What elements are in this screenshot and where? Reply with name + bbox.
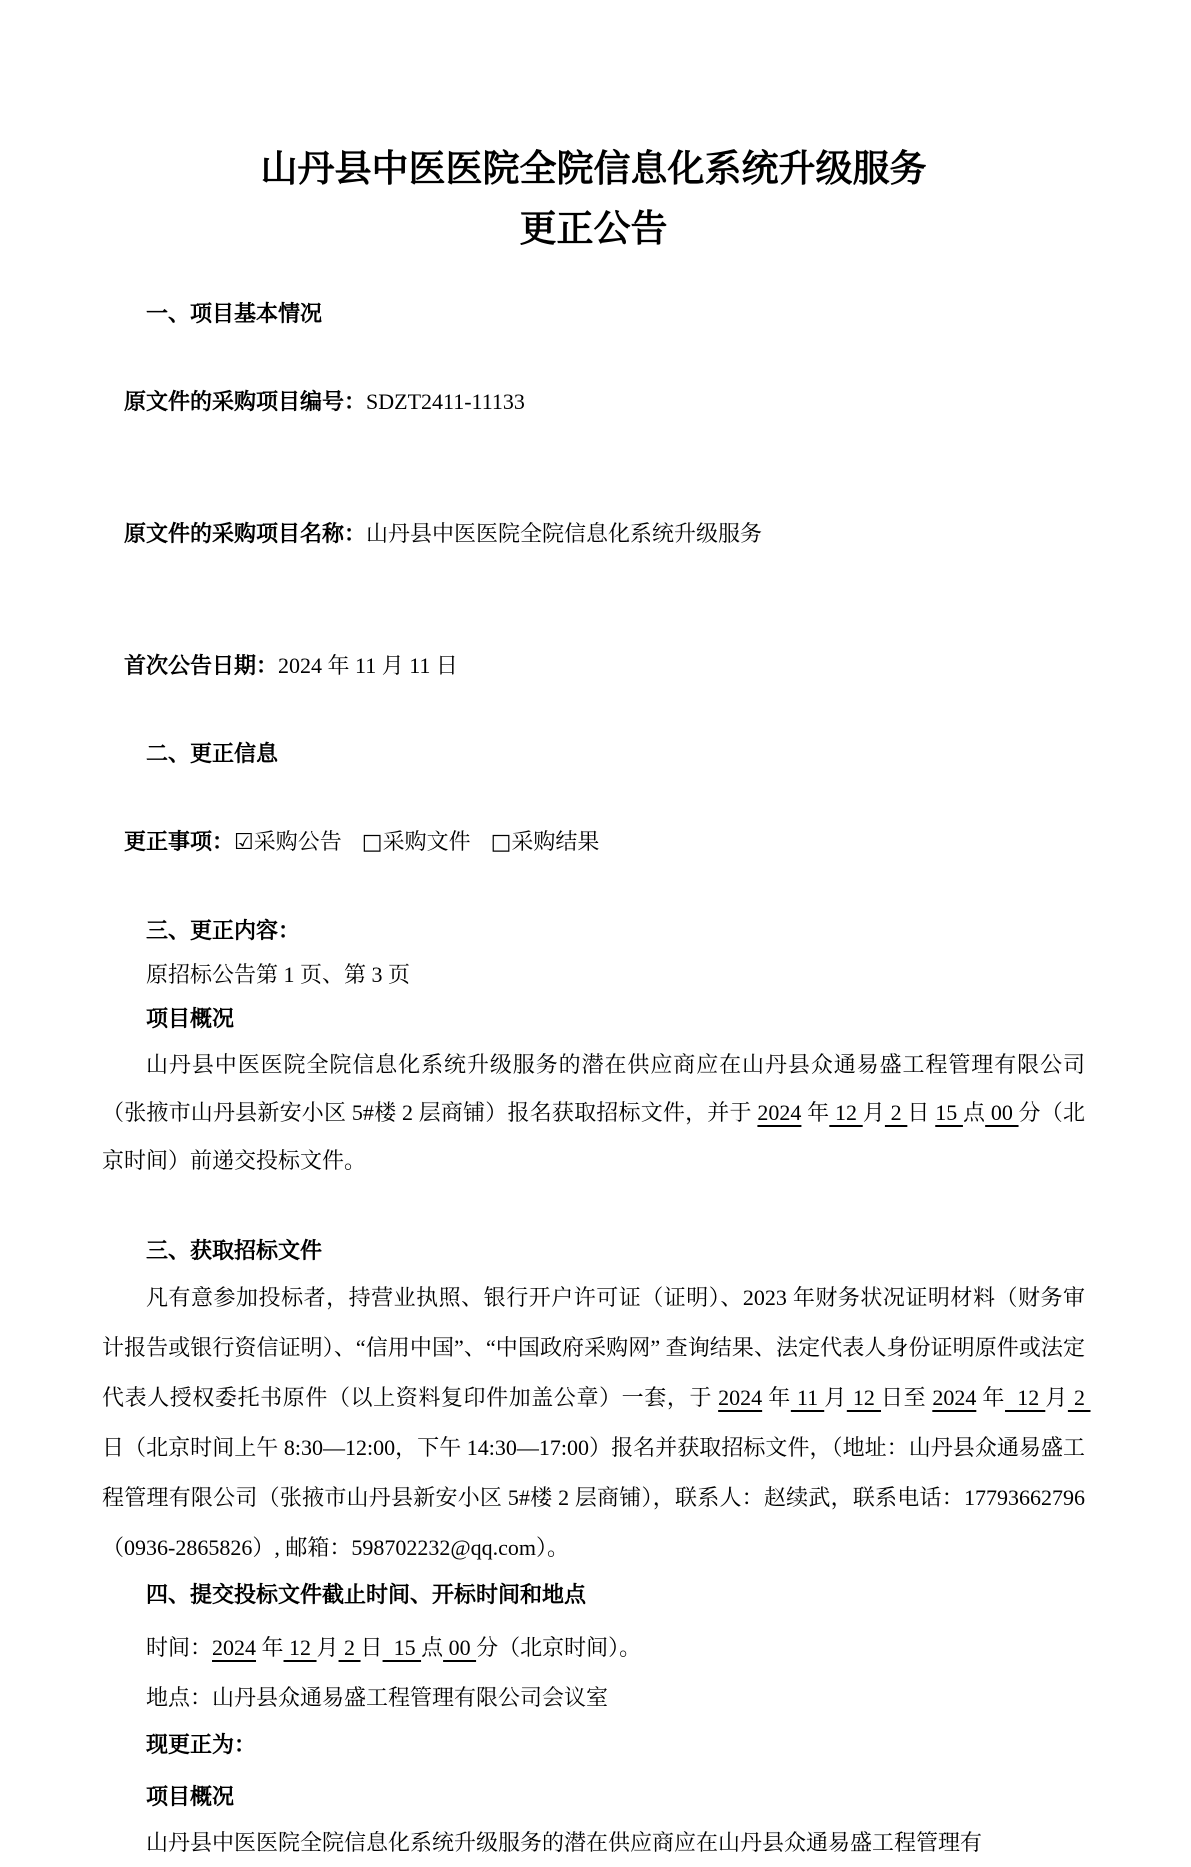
subsection-heading-project-overview-original: 项目概况 [146, 1006, 235, 1031]
text-segment: 时间： [146, 1635, 213, 1660]
option-label: 采购文件 [382, 829, 471, 854]
basic-info-item-first-announcement-date [102, 600, 1085, 732]
field-label: 首次公告日期： [124, 653, 279, 678]
text-segment: 年 [976, 1385, 1006, 1410]
deadline-time-line [102, 1623, 1085, 1673]
correction-items-line [102, 776, 1085, 909]
text-segment: 年 [801, 1100, 830, 1125]
checkbox-checked-icon: ☑ [234, 830, 254, 855]
underlined-year: 2024 [932, 1385, 977, 1410]
field-value: 山丹县中医医院全院信息化系统升级服务 [366, 521, 763, 546]
underlined-day: 2 [338, 1635, 361, 1660]
title-block [102, 140, 1085, 260]
text-segment: 分（北京时间）前递交投标文件。 [102, 1100, 1085, 1173]
document-title-line2: 更正公告 [519, 209, 668, 250]
underlined-day: 12 [846, 1385, 882, 1410]
underlined-year: 2024 [757, 1100, 802, 1125]
underlined-day: 2 [884, 1100, 908, 1125]
text-segment: 月 [824, 1385, 847, 1410]
section-heading-obtain-bid-documents: 三、获取招标文件 [146, 1238, 323, 1263]
heading-now-corrected: 现更正为： [146, 1732, 257, 1757]
project-overview-original-paragraph [102, 1041, 1085, 1185]
underlined-month: 12 [283, 1635, 317, 1660]
text-segment: 点 [962, 1100, 986, 1125]
field-label: 原文件的采购项目编号： [124, 389, 367, 414]
underlined-minute: 00 [985, 1100, 1019, 1125]
option-label: 采购结果 [511, 829, 600, 854]
section-heading-deadline-and-opening: 四、提交投标文件截止时间、开标时间和地点 [146, 1582, 587, 1607]
basic-info-item-project-name [102, 468, 1085, 600]
text-segment: 年 [256, 1635, 284, 1660]
option-procurement-document [362, 829, 471, 854]
section-heading-correction-content: 三、更正内容： [146, 918, 301, 943]
field-value: 2024 年 11 月 11 日 [278, 653, 458, 678]
checkbox-unchecked-icon: □ [490, 830, 512, 855]
text-segment: 日 [907, 1100, 936, 1125]
underlined-hour: 15 [935, 1100, 963, 1125]
document-title-line1: 山丹县中医医院全院信息化系统升级服务 [260, 149, 927, 190]
text-segment: 日至 [881, 1385, 933, 1410]
field-label: 更正事项： [124, 829, 235, 854]
option-procurement-result [491, 829, 600, 854]
field-value: SDZT2411-11133 [366, 389, 525, 414]
correction-scope-line: 原招标公告第 1 页、第 3 页 [146, 962, 411, 987]
text-segment: 月 [862, 1100, 885, 1125]
section-heading-basic-info: 一、项目基本情况 [146, 301, 323, 326]
underlined-minute: 00 [443, 1635, 477, 1660]
basic-info-item-project-code [102, 336, 1085, 468]
text-segment: 分（北京时间）。 [476, 1635, 642, 1660]
option-label: 采购公告 [253, 829, 342, 854]
underlined-day: 2 [1067, 1385, 1091, 1410]
underlined-month: 11 [790, 1385, 825, 1410]
section-heading-correction-info: 二、更正信息 [146, 741, 279, 766]
text-segment: 日 [360, 1635, 383, 1660]
text-segment: 点 [421, 1635, 444, 1660]
field-label: 原文件的采购项目名称： [124, 521, 367, 546]
subsection-heading-project-overview-corrected: 项目概况 [146, 1784, 235, 1809]
deadline-location-line: 地点：山丹县众通易盛工程管理有限公司会议室 [146, 1685, 609, 1710]
project-overview-corrected-first-line: 山丹县中医医院全院信息化系统升级服务的潜在供应商应在山丹县众通易盛工程管理有 [146, 1830, 983, 1855]
text-segment: 年 [762, 1385, 791, 1410]
underlined-year: 2024 [718, 1385, 763, 1410]
obtain-bid-documents-paragraph [102, 1273, 1091, 1573]
underlined-hour: 15 [382, 1635, 422, 1660]
text-segment: 月 [1045, 1385, 1068, 1410]
text-segment: 山丹县中医医院全院信息化系统升级服务的潜在供应商应在山丹县众通易盛工程管理有限公司（张掖市山丹县新安小区 5#楼 2 层商铺）报名获取招标文件，并于 [102, 1052, 1085, 1125]
underlined-month: 12 [1005, 1385, 1046, 1410]
checkbox-unchecked-icon: □ [361, 830, 383, 855]
text-segment: 日（北京时间上午 8:30—12:00，下午 14:30—17:00）报名并获取招标文件，（地址：山丹县众通易盛工程管理有限公司（张掖市山丹县新安小区 5#楼 2 层商铺），联系人：赵续武，联系电话：17793662796（0936-2865826）, 邮箱：598702232@qq.com）。 [102, 1435, 1085, 1560]
text-segment: 凡有意参加投标者，持营业执照、银行开户许可证（证明）、2023 年财务状况证明材料（财务审计报告或银行资信证明）、“信用中国”、“中国政府采购网” 查询结果、法定代表人身份证明原件或法定代表人授权委托书原件（以上资料复印件加盖公章）一套，于 [102, 1285, 1085, 1410]
text-segment: 月 [316, 1635, 339, 1660]
underlined-year: 2024 [212, 1635, 257, 1660]
option-procurement-announcement [234, 829, 342, 854]
underlined-month: 12 [829, 1100, 863, 1125]
